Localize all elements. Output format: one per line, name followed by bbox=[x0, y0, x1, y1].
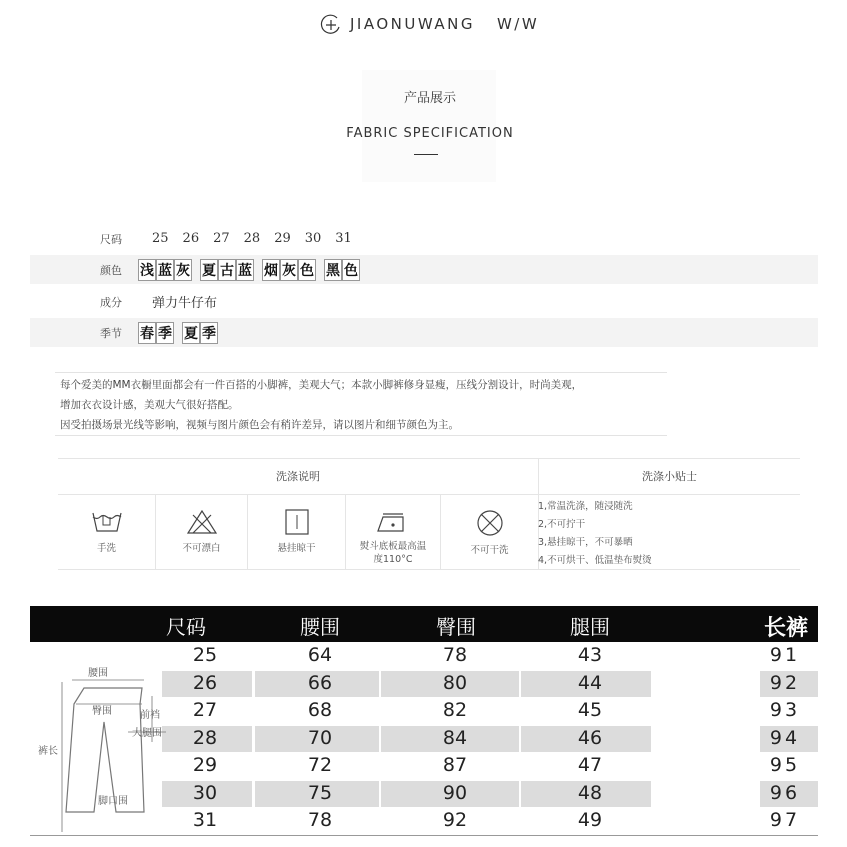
size-table-cell: 96 bbox=[769, 781, 801, 804]
size-option: 25 bbox=[152, 231, 169, 246]
size-table-cell: 92 bbox=[442, 809, 468, 831]
size-option: 31 bbox=[335, 231, 352, 246]
size-option: 29 bbox=[274, 231, 291, 246]
pants-measurement-diagram bbox=[36, 662, 166, 832]
wash-tips bbox=[538, 498, 652, 570]
spec-material: 弹力牛仔布 bbox=[152, 296, 218, 311]
description-line: 因受拍摄场景光线等影响，视频与图片颜色会有稍许差异，请以图片和细节颜色为主。 bbox=[60, 419, 459, 431]
tag-char: 春 bbox=[138, 322, 156, 344]
size-table-cell: 30 bbox=[192, 781, 218, 804]
size-option: 28 bbox=[243, 231, 261, 246]
size-table-cell: 70 bbox=[307, 726, 333, 749]
size-table-cell: 92 bbox=[769, 671, 801, 694]
size-table-cell: 29 bbox=[192, 754, 218, 776]
size-table-cell: 66 bbox=[307, 671, 333, 694]
size-table-header bbox=[30, 606, 818, 642]
size-table-cell: 26 bbox=[192, 671, 218, 694]
color-tag bbox=[324, 259, 360, 281]
tag-char: 色 bbox=[298, 259, 316, 281]
brand-name: JIAONUWANG bbox=[350, 15, 475, 33]
season-tag bbox=[138, 322, 174, 344]
color-tag bbox=[200, 259, 254, 281]
spec-row-material bbox=[30, 287, 818, 316]
wash-label: 不可干洗 bbox=[470, 545, 509, 556]
size-table-cell: 28 bbox=[192, 726, 218, 749]
size-table-cell: 46 bbox=[577, 726, 603, 749]
spec-row-color bbox=[30, 255, 818, 284]
spec-row-size bbox=[30, 224, 818, 253]
size-table-cell: 31 bbox=[192, 809, 218, 831]
size-table bbox=[30, 606, 818, 836]
wash-tip: 2,不可拧干 bbox=[538, 519, 586, 530]
size-table-cell: 95 bbox=[769, 754, 801, 776]
size-table-cell: 25 bbox=[192, 644, 218, 666]
tag-char: 烟 bbox=[262, 259, 280, 281]
size-table-cell: 72 bbox=[307, 754, 333, 776]
size-option: 30 bbox=[304, 231, 322, 246]
size-table-cell: 78 bbox=[442, 644, 468, 666]
section-title-cn: 产品展示 bbox=[403, 91, 456, 106]
size-table-cell: 45 bbox=[577, 699, 603, 721]
tag-char: 夏 bbox=[200, 259, 218, 281]
wash-label: 不可漂白 bbox=[182, 543, 221, 554]
wash-label: 手洗 bbox=[96, 543, 116, 554]
diagram-rise: 前裆 bbox=[140, 710, 160, 721]
size-table-cell: 64 bbox=[307, 644, 333, 666]
product-description bbox=[55, 372, 667, 436]
size-table-cell: 84 bbox=[442, 726, 468, 749]
section-title-en: FABRIC SPECIFICATION bbox=[346, 126, 514, 141]
size-table-cell: 90 bbox=[442, 781, 468, 804]
size-option: 26 bbox=[182, 231, 200, 246]
tag-char: 季 bbox=[156, 322, 174, 344]
spec-label: 季节 bbox=[100, 326, 122, 340]
title-divider bbox=[414, 154, 438, 155]
wash-tips-title: 洗涤小贴士 bbox=[538, 459, 800, 570]
season-tag bbox=[182, 322, 218, 344]
tag-char: 灰 bbox=[280, 259, 298, 281]
size-table-cell: 48 bbox=[577, 781, 603, 804]
tag-char: 黑 bbox=[324, 259, 342, 281]
wash-tip: 3,悬挂晾干，不可暴晒 bbox=[538, 537, 633, 548]
size-table-cell: 80 bbox=[442, 671, 468, 694]
wash-instructions bbox=[58, 458, 800, 570]
size-table-cell: 68 bbox=[307, 699, 333, 721]
tag-char: 蓝 bbox=[156, 259, 174, 281]
diagram-hem: 脚口围 bbox=[98, 796, 128, 807]
tag-char: 季 bbox=[200, 322, 218, 344]
brand-logo bbox=[320, 12, 539, 36]
header-hip: 臀围 bbox=[436, 615, 476, 639]
wash-no-bleach bbox=[155, 494, 247, 570]
wash-no-dry-clean bbox=[440, 494, 538, 570]
size-table-cell: 78 bbox=[307, 809, 333, 831]
size-table-cell: 75 bbox=[307, 781, 333, 804]
tag-char: 色 bbox=[342, 259, 360, 281]
spec-label: 成分 bbox=[100, 295, 122, 309]
header-length: 长裤 bbox=[764, 616, 809, 641]
wash-iron bbox=[345, 494, 440, 570]
size-table-cell: 93 bbox=[769, 699, 801, 721]
tag-char: 夏 bbox=[182, 322, 200, 344]
iron-icon bbox=[374, 509, 412, 535]
wash-tip: 4,不可烘干、低温垫布熨烫 bbox=[538, 555, 652, 566]
spec-label: 颜色 bbox=[100, 263, 122, 277]
size-table-cell: 49 bbox=[577, 809, 603, 831]
size-table-cell: 91 bbox=[769, 644, 801, 666]
size-table-cell: 97 bbox=[769, 809, 801, 831]
description-line: 每个爱美的MM衣橱里面都会有一件百搭的小脚裤，美观大气；本款小脚裤修身显瘦，压线分割设计，时尚美观， bbox=[60, 379, 583, 391]
hand-wash-icon bbox=[90, 509, 124, 535]
description-line: 增加衣衣设计感，美观大气很好搭配。 bbox=[60, 399, 239, 411]
size-table-cell: 87 bbox=[442, 754, 468, 776]
size-table-cell: 43 bbox=[577, 644, 603, 666]
size-table-cell: 27 bbox=[192, 699, 218, 721]
header-thigh: 腿围 bbox=[570, 615, 610, 639]
logo-circle-plus-icon bbox=[320, 13, 342, 35]
size-table-cell: 44 bbox=[577, 671, 603, 694]
divider bbox=[30, 835, 818, 836]
wash-tip: 1,常温洗涤，随浸随洗 bbox=[538, 501, 633, 512]
spec-label: 尺码 bbox=[100, 232, 122, 246]
color-tag bbox=[262, 259, 316, 281]
tag-char: 浅 bbox=[138, 259, 156, 281]
size-option: 27 bbox=[213, 231, 230, 246]
size-table-cell: 82 bbox=[442, 699, 468, 721]
diagram-length: 裤长 bbox=[38, 746, 58, 757]
color-tag bbox=[138, 259, 192, 281]
wash-title: 洗涤说明 bbox=[276, 470, 320, 483]
size-table-cell: 47 bbox=[577, 754, 603, 776]
no-dry-clean-icon bbox=[473, 509, 507, 537]
tag-char: 蓝 bbox=[236, 259, 254, 281]
wash-hand-wash bbox=[58, 494, 155, 570]
brand-suffix: W/W bbox=[496, 15, 540, 33]
tag-char: 灰 bbox=[174, 259, 192, 281]
hang-dry-icon bbox=[280, 509, 314, 535]
diagram-hip: 臀围 bbox=[92, 706, 112, 717]
no-bleach-icon bbox=[185, 509, 219, 535]
size-table-cell: 94 bbox=[769, 726, 801, 749]
wash-label: 熨斗底板最高温度110°C bbox=[359, 541, 427, 565]
spec-row-season bbox=[30, 318, 818, 347]
tag-char: 古 bbox=[218, 259, 236, 281]
diagram-thigh: 大腿围 bbox=[132, 728, 162, 739]
header-waist: 腰围 bbox=[300, 615, 340, 639]
wash-label: 悬挂晾干 bbox=[277, 543, 316, 554]
wash-hang-dry bbox=[247, 494, 345, 570]
header-size: 尺码 bbox=[166, 615, 206, 639]
diagram-waist: 腰围 bbox=[88, 668, 108, 679]
